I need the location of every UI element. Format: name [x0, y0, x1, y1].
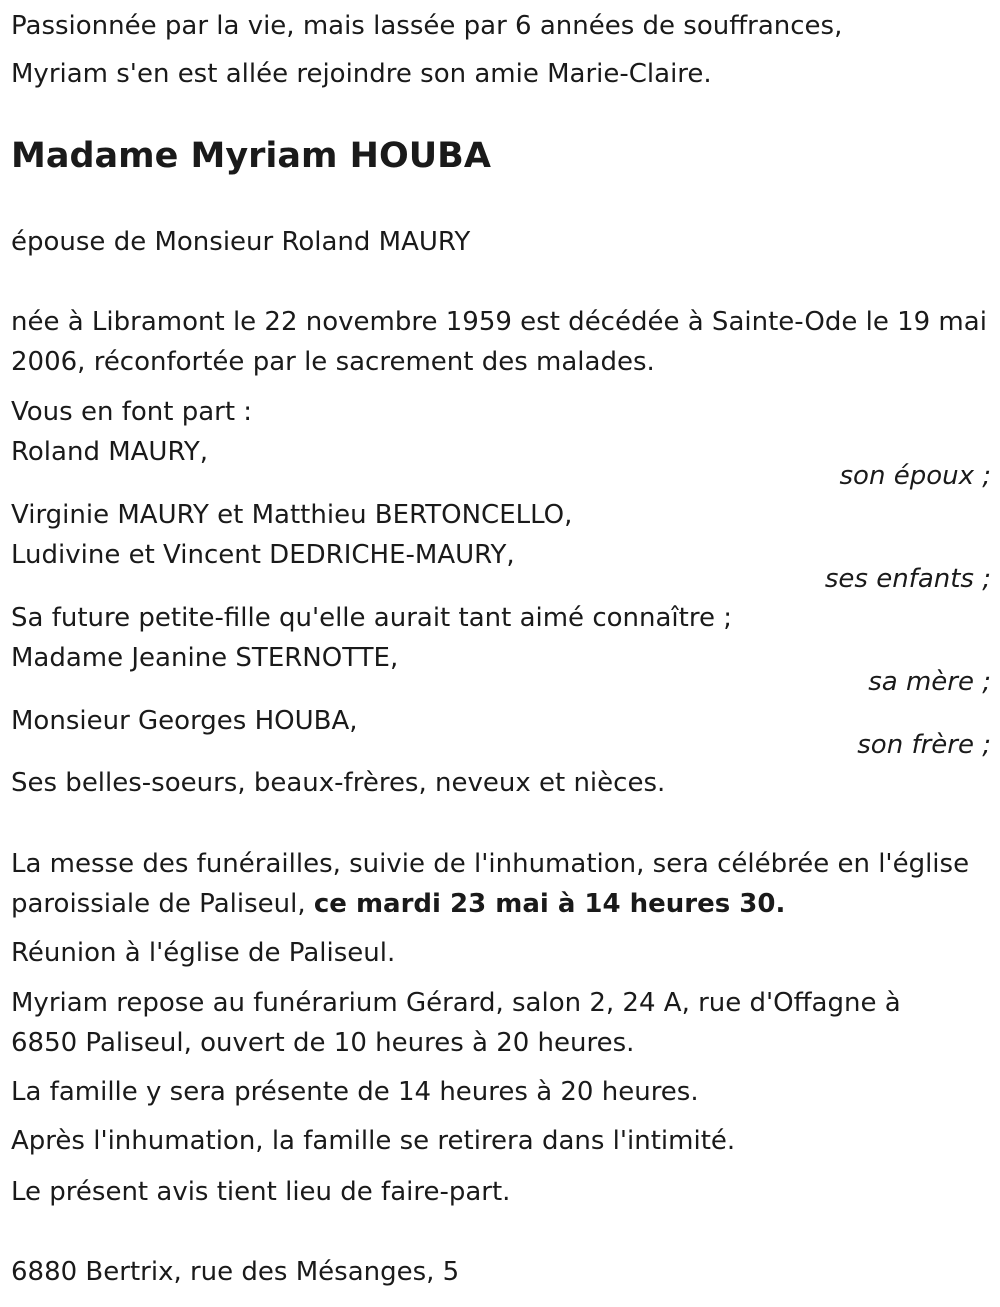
birth-death-line-2: 2006, réconfortée par le sacrement des malades. — [11, 347, 655, 377]
other-relatives-line: Ses belles-soeurs, beaux-frères, neveux et nièces. — [11, 768, 666, 798]
family-relation: son frère ; — [857, 730, 991, 760]
funerarium-line-2: 6850 Paliseul, ouvert de 10 heures à 20 heures. — [11, 1028, 635, 1058]
family-relation: sa mère ; — [868, 667, 991, 697]
funeral-mass-line-2 — [11, 884, 785, 924]
intro-line-2: Myriam s'en est allée rejoindre son amie Marie-Claire. — [11, 59, 712, 89]
family-name: Ludivine et Vincent DEDRICHE-MAURY, — [11, 540, 515, 570]
family-relation: ses enfants ; — [824, 564, 991, 594]
family-name: Madame Jeanine STERNOTTE, — [11, 643, 399, 673]
deceased-name-title: Madame Myriam HOUBA — [11, 136, 491, 176]
funeral-mass-prefix: paroissiale de Paliseul, — [11, 889, 314, 919]
intro-line-1: Passionnée par la vie, mais lassée par 6 années de souffrances, — [11, 11, 843, 41]
family-relation: son époux ; — [839, 461, 991, 491]
address-line: 6880 Bertrix, rue des Mésanges, 5 — [11, 1257, 460, 1287]
spouse-line: épouse de Monsieur Roland MAURY — [11, 227, 471, 257]
after-burial-line: Après l'inhumation, la famille se retirera dans l'intimité. — [11, 1126, 736, 1156]
funeral-mass-line-1: La messe des funérailles, suivie de l'inhumation, sera célébrée en l'église — [11, 849, 970, 879]
funeral-date-time: ce mardi 23 mai à 14 heures 30. — [313, 889, 786, 919]
funerarium-line-1: Myriam repose au funérarium Gérard, salon 2, 24 A, rue d'Offagne à — [11, 988, 901, 1018]
family-name: Monsieur Georges HOUBA, — [11, 706, 358, 736]
family-name: Roland MAURY, — [11, 437, 209, 467]
family-presence-line: La famille y sera présente de 14 heures à 20 heures. — [11, 1077, 699, 1107]
birth-death-line-1: née à Libramont le 22 novembre 1959 est décédée à Sainte-Ode le 19 mai — [11, 307, 987, 337]
meeting-line: Réunion à l'église de Paliseul. — [11, 938, 396, 968]
announce-line: Vous en font part : — [11, 397, 253, 427]
family-name: Virginie MAURY et Matthieu BERTONCELLO, — [11, 500, 573, 530]
notice-line: Le présent avis tient lieu de faire-part. — [11, 1177, 511, 1207]
family-name: Sa future petite-fille qu'elle aurait tant aimé connaître ; — [11, 603, 732, 633]
